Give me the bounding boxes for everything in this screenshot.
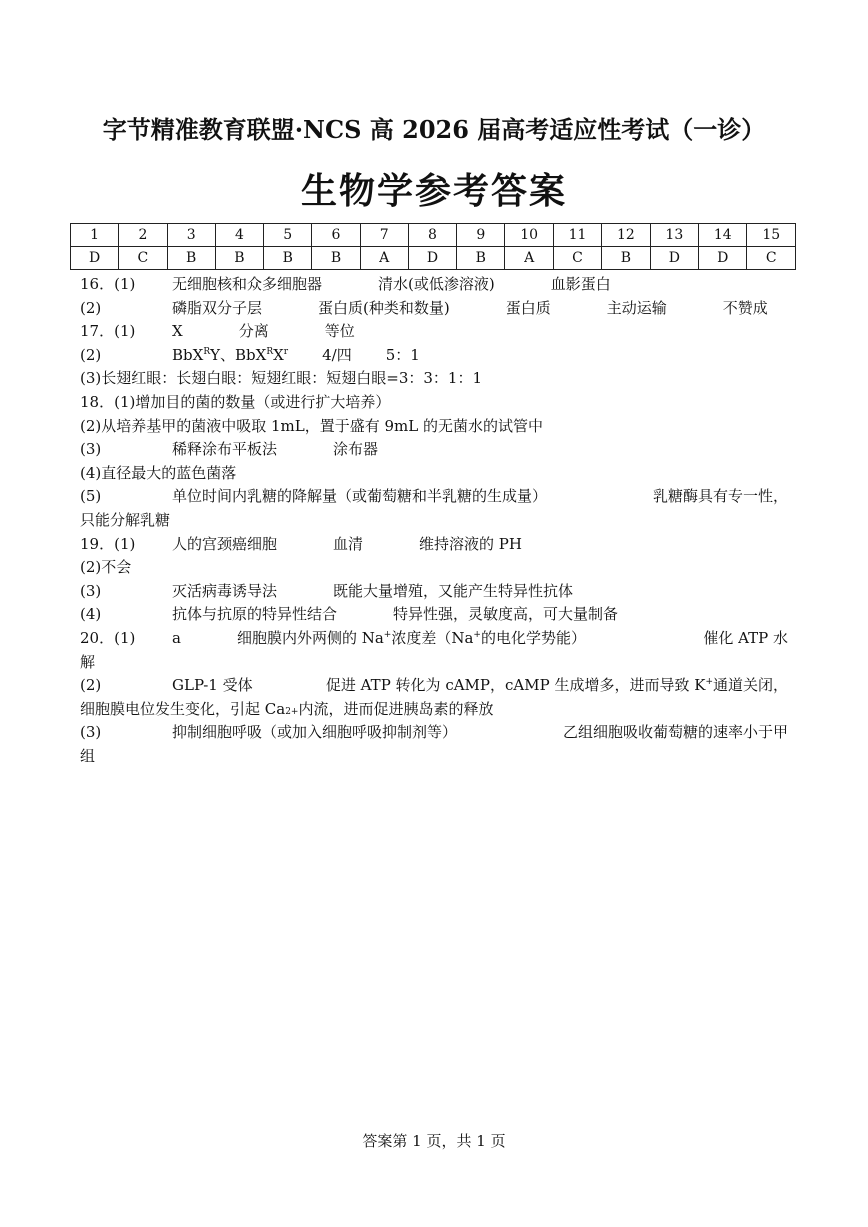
q20-part2 [80, 674, 788, 698]
answer-cell: B [215, 247, 263, 270]
q18-3-answer-a: 稀释涂布平板法 [172, 440, 278, 459]
q20-part1-continued: 解 [80, 652, 96, 671]
answer-cell: A [360, 247, 408, 270]
q18-part5 [80, 485, 788, 509]
q17-1-answer-a: X [172, 322, 183, 341]
q20-3-answer-b: 乙组细胞吸收葡萄糖的速率小于甲 [562, 723, 788, 742]
question-number-cell: 2 [119, 224, 167, 247]
question-number-cell: 14 [699, 224, 747, 247]
q16-2-answer-c: 蛋白质 [505, 298, 551, 317]
question-number-cell: 1 [71, 224, 119, 247]
answer-cell: B [602, 247, 650, 270]
q20-1-answer-b: 细胞膜内外两侧的 Na+浓度差（Na+的电化学势能） [236, 628, 586, 647]
answer-cell: D [699, 247, 747, 270]
q17-part2 [80, 344, 788, 368]
answer-cell: B [167, 247, 215, 270]
q20-part1 [80, 627, 788, 651]
q19-part4 [80, 603, 788, 627]
question-number-cell: 4 [215, 224, 263, 247]
q20-2-answer-a: GLP-1 受体 [172, 676, 253, 695]
q19-4-answer-b: 特异性强，灵敏度高，可大量制备 [393, 605, 619, 624]
question-number-cell: 13 [650, 224, 698, 247]
q16-part1 [80, 273, 788, 297]
q17-2-genotypes: BbX$^R$Y、$BbX^RX^r$ [172, 345, 289, 364]
q20-1-answer-c: 催化 ATP 水 [703, 628, 788, 647]
q20-part3 [80, 721, 788, 745]
q20-3-answer-a: 抑制细胞呼吸（或加入细胞呼吸抑制剂等） [172, 723, 458, 742]
question-number-cell: 7 [360, 224, 408, 247]
q20-part2-continued: 细胞膜电位发生变化，引起 Ca 2+ 内流，进而促进胰岛素的释放 [80, 699, 494, 718]
answer-cell: D [71, 247, 119, 270]
question-number-cell: 10 [505, 224, 553, 247]
question-number-cell: 8 [408, 224, 456, 247]
question-number-cell: 9 [457, 224, 505, 247]
q19-4-answer-a: 抗体与抗原的特异性结合 [172, 605, 338, 624]
q19-3-answer-a: 灭活病毒诱导法 [172, 581, 278, 600]
q16-label: 16．(1) [80, 275, 136, 293]
answer-table-answers-row [71, 247, 796, 270]
answer-cell: B [312, 247, 360, 270]
q17-1-answer-c: 等位 [324, 322, 355, 341]
q19-1-answer-b: 血清 [333, 534, 364, 553]
q18-3-label: (3) [80, 440, 102, 459]
q19-1-answer-c: 维持溶液的 PH [419, 534, 522, 553]
question-number-cell: 12 [602, 224, 650, 247]
answer-table [70, 223, 796, 270]
q20-2-answer-b: 促进 ATP 转化为 cAMP，cAMP 生成增多，进而导致 K+通道关闭， [325, 676, 788, 695]
q17-2-answer-b: 4/四 [322, 345, 352, 364]
answer-cell: D [650, 247, 698, 270]
q18-part5-continued: 只能分解乳糖 [80, 510, 171, 529]
q19-4-label: (4) [80, 605, 102, 624]
q18-5-answer-b: 乳糖酶具有专一性， [652, 487, 788, 506]
q18-5-answer-a: 单位时间内乳糖的降解量（或葡萄糖和半乳糖的生成量） [172, 487, 548, 506]
q20-part3-continued: 组 [80, 746, 96, 765]
q19-label: 19．(1) [80, 534, 136, 553]
q17-part1 [80, 320, 788, 344]
question-number-cell: 11 [553, 224, 601, 247]
q19-3-answer-b: 既能大量增殖，又能产生特异性抗体 [333, 581, 574, 600]
answer-cell: C [119, 247, 167, 270]
q16-2-answer-b: 蛋白质(种类和数量) [318, 298, 450, 317]
q19-1-answer-a: 人的宫颈癌细胞 [172, 534, 278, 553]
q18-5-label: (5) [80, 487, 102, 506]
q16-2-answer-a: 磷脂双分子层 [172, 298, 263, 317]
q17-part3: (3)长翅红眼：长翅白眼：短翅红眼：短翅白眼=3：3：1：1 [80, 369, 482, 388]
q19-part2: (2)不会 [80, 558, 132, 577]
answer-cell: B [457, 247, 505, 270]
question-number-cell: 5 [264, 224, 312, 247]
q18-part4: (4)直径最大的蓝色菌落 [80, 463, 237, 482]
q19-part3 [80, 580, 788, 604]
q17-label: 17．(1) [80, 322, 136, 341]
question-number-cell: 6 [312, 224, 360, 247]
question-number-cell: 3 [167, 224, 215, 247]
q16-2-label: (2) [80, 298, 102, 317]
answer-cell: C [747, 247, 796, 270]
q16-1-answer-a: 无细胞核和众多细胞器 [172, 275, 323, 293]
q19-part1 [80, 533, 788, 557]
q20-2-label: (2) [80, 676, 102, 695]
q19-3-label: (3) [80, 581, 102, 600]
answer-key-title: 生物学参考答案 [300, 171, 567, 212]
answer-cell: C [553, 247, 601, 270]
answer-body [80, 273, 788, 768]
q18-part3 [80, 438, 788, 462]
q20-3-label: (3) [80, 723, 102, 742]
answer-table-numbers-row [71, 224, 796, 247]
q18-part1: 18．(1)增加目的菌的数量（或进行扩大培养） [80, 392, 391, 411]
q20-1-answer-a: a [172, 628, 181, 647]
page-footer: 答案第 1 页，共 1 页 [362, 1132, 506, 1150]
q18-3-answer-b: 涂布器 [333, 440, 379, 459]
answer-cell: B [264, 247, 312, 270]
q20-label: 20．(1) [80, 628, 136, 647]
q17-1-answer-b: 分离 [238, 322, 269, 341]
q16-1-answer-c: 血影蛋白 [550, 275, 611, 293]
question-number-cell: 15 [747, 224, 796, 247]
q16-1-answer-b: 清水(或低渗溶液) [378, 275, 495, 293]
q16-part2 [80, 297, 788, 321]
answer-cell: A [505, 247, 553, 270]
exam-title: 字节精准教育联盟·NCS 高 2026 届高考适应性考试（一诊） [102, 115, 766, 144]
q17-2-label: (2) [80, 345, 102, 364]
answer-cell: D [408, 247, 456, 270]
q18-part2: (2)从培养基甲的菌液中吸取 1mL，置于盛有 9mL 的无菌水的试管中 [80, 416, 544, 435]
q16-2-answer-e: 不赞成 [722, 298, 768, 317]
q16-2-answer-d: 主动运输 [606, 298, 667, 317]
q17-2-answer-c: 5：1 [385, 345, 420, 364]
